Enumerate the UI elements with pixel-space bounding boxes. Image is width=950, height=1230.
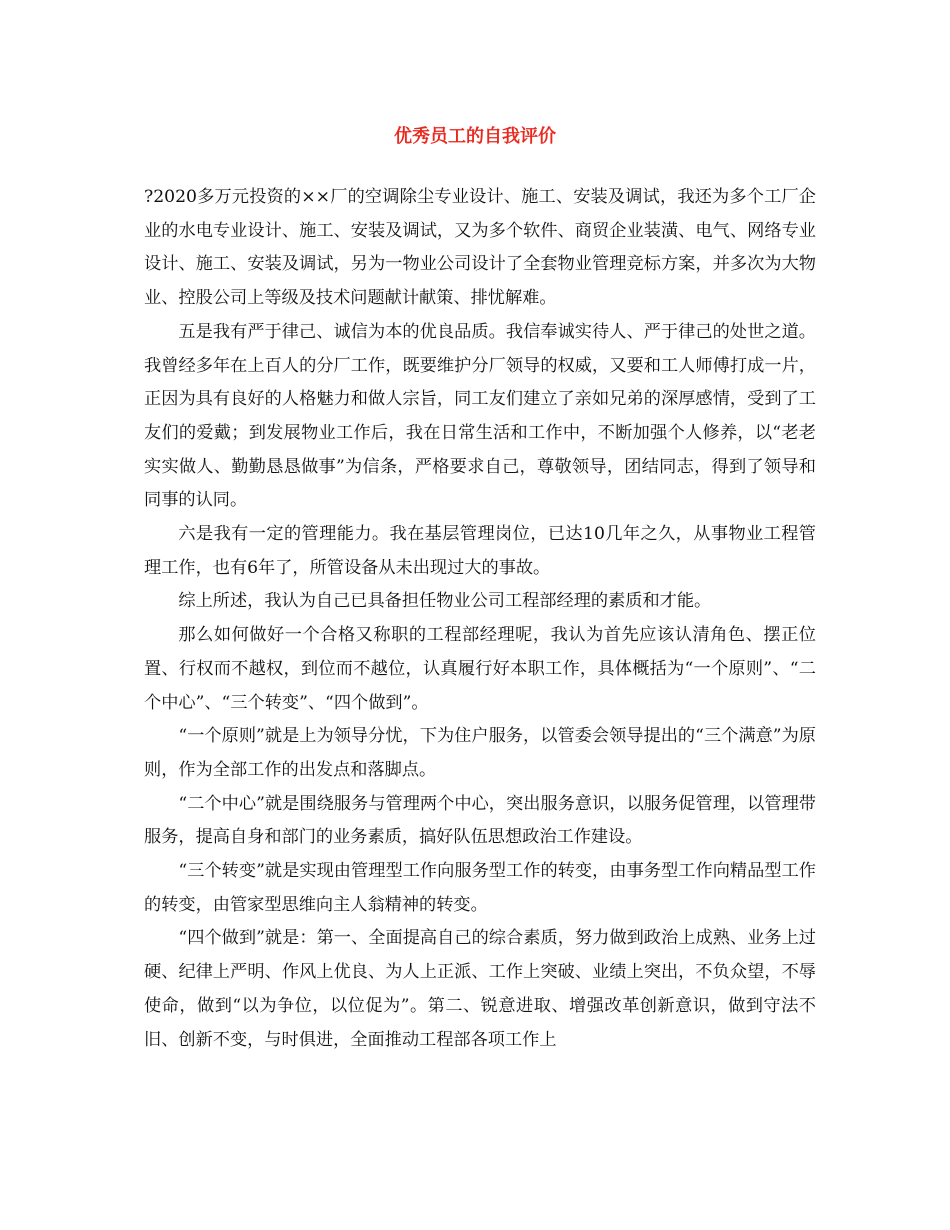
body-paragraph-5: 那么如何做好一个合格又称职的工程部经理呢，我认为首先应该认清角色、摆正位置、行权而不越权，到位而不越位，认真履行好本职工作，具体概括为“一个原则”、“二个中心”、“三个转变”、“四个做到”。 <box>144 625 816 713</box>
body-paragraph-1: ?2020多万元投资的××厂的空调除尘专业设计、施工、安装及调试，我还为多个工厂企业的水电专业设计、施工、安装及调试，又为多个软件、商贸企业装潢、电气、网络专业设计、施工、安装及调试，另为一物业公司设计了全套物业管理竞标方案，并多次为大物业、控股公司上等级及技术问题献计献策、排忧解难。 <box>144 187 816 309</box>
document-body <box>144 181 816 1057</box>
body-paragraph-6: “一个原则”就是上为领导分忧，下为住户服务，以管委会领导提出的“三个满意”为原则，作为全部工作的出发点和落脚点。 <box>144 726 816 780</box>
body-paragraph-4: 综上所述，我认为自己已具备担任物业公司工程部经理的素质和才能。 <box>178 591 712 612</box>
body-paragraph-9: “四个做到”就是：第一、全面提高自己的综合素质，努力做到政治上成熟、业务上过硬、纪律上严明、作风上优良、为人上正派、工作上突破、业绩上突出，不负众望，不辱使命，做到“以为争位，以位促为”。第二、锐意进取、增强改革创新意识，做到守法不旧、创新不变，与时俱进，全面推动工程部各项工作上 <box>144 928 816 1050</box>
body-paragraph-7: “二个中心”就是围绕服务与管理两个中心，突出服务意识，以服务促管理，以管理带服务，提高自身和部门的业务素质，搞好队伍思想政治工作建设。 <box>144 793 816 848</box>
body-paragraph-3: 六是我有一定的管理能力。我在基层管理岗位，已达10几年之久，从事物业工程管理工作，也有6年了，所管设备从未出现过大的事故。 <box>144 524 816 578</box>
document-title: 优秀员工的自我评价 <box>394 126 556 147</box>
body-paragraph-8: “三个转变”就是实现由管理型工作向服务型工作的转变，由事务型工作向精品型工作的转变，由管家型思维向主人翁精神的转变。 <box>144 861 816 915</box>
body-paragraph-2: 五是我有严于律己、诚信为本的优良品质。我信奉诚实待人、严于律己的处世之道。我曾经多年在上百人的分厂工作，既要维护分厂领导的权威，又要和工人师傅打成一片，正因为具有良好的人格魅力和做人宗旨，同工友们建立了亲如兄弟的深厚感情，受到了工友们的爱戴；到发展物业工作后，我在日常生活和工作中，不断加强个人修养，以“老老实实做人、勤勤恳恳做事”为信条，严格要求自己，尊敬领导，团结同志，得到了领导和同事的认同。 <box>144 321 816 511</box>
